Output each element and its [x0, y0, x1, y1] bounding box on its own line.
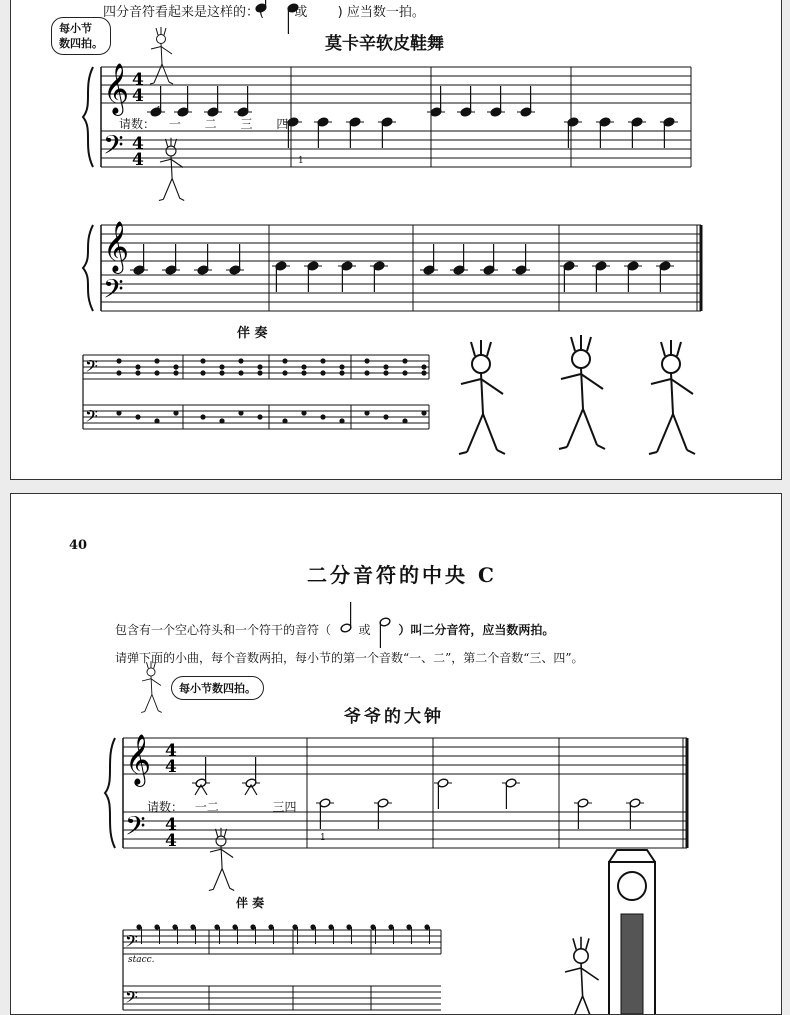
kid-figure-bottom-feathers	[216, 828, 227, 837]
grandfather-clock-door	[621, 914, 643, 1014]
bass-clef-1: 𝄢	[103, 129, 124, 167]
bubble-line-2: 数四拍。	[59, 37, 103, 50]
accomp-top-upper-note	[301, 364, 306, 369]
stacc-marking: stacc.	[128, 955, 155, 965]
accomp-top-lower-note	[116, 410, 121, 415]
system-2-brace	[83, 225, 93, 311]
song-title-bottom: 爷爷的大钟	[344, 707, 444, 727]
desc1-after: ）叫二分音符，应当数两拍。	[398, 623, 555, 637]
description-line-1	[115, 621, 554, 638]
accomp-top-upper-note	[238, 358, 243, 363]
accomp-top-upper-note-low	[364, 370, 369, 375]
accomp-bottom-note	[268, 924, 273, 929]
count-34: 三四	[272, 800, 297, 814]
finger-number-treble: 1	[156, 106, 162, 116]
accomp-top-upper-note-low	[135, 370, 140, 375]
grandfather-brace	[105, 738, 115, 848]
chapter-title: 二分音符的中央 C	[307, 563, 497, 587]
accomp-bottom-note	[136, 924, 141, 929]
accomp-top-upper-note-low	[257, 370, 262, 375]
desc1-mid: 或	[358, 623, 371, 637]
intro-after: ) 应当数一拍。	[337, 5, 425, 20]
page-top	[10, 0, 782, 480]
accomp-top-lower-note	[238, 410, 243, 415]
kid-figure-top-body	[159, 156, 184, 201]
accomp-top-upper-note	[116, 358, 121, 363]
dancer-1	[459, 340, 505, 454]
accomp-top-upper-note	[200, 358, 205, 363]
accomp-top-upper-note	[383, 364, 388, 369]
accomp-top-clef-1: 𝄢	[85, 356, 98, 380]
accomp-top-lower-note	[154, 418, 159, 423]
accomp-top-upper-note-low	[320, 370, 325, 375]
accomp-top-upper-note	[421, 364, 426, 369]
grandfather-time-sig-treble-top: 4	[165, 741, 177, 761]
count-4: 四	[276, 117, 289, 131]
accomp-top-upper-note-low	[219, 370, 224, 375]
grandfather-time-sig-bass-bottom: 4	[165, 831, 177, 851]
accomp-top-lower-note	[173, 410, 178, 415]
count-3: 三	[240, 117, 253, 131]
accomp-top-upper-note-low	[339, 370, 344, 375]
accomp-bottom-note	[250, 924, 255, 929]
accomp-top-lower-note	[383, 414, 388, 419]
finger-number-bottom: 1	[320, 833, 326, 843]
accomp-bottom-clef-1: 𝄢	[125, 931, 138, 955]
grandfather-time-sig-bass-top: 4	[165, 815, 177, 835]
accomp-top-upper-note	[339, 364, 344, 369]
accomp-top-upper-note-low	[282, 370, 287, 375]
accomp-bottom-note	[190, 924, 195, 929]
intro-mid: 或	[294, 5, 308, 20]
accomp-bottom-note	[346, 924, 351, 929]
accomp-bottom-note	[172, 924, 177, 929]
dancer-3-body	[649, 373, 695, 454]
accomp-top-clef-2: 𝄢	[85, 406, 98, 430]
accomp-bottom-note	[232, 924, 237, 929]
kid-figure-bubble-bottom-head	[147, 668, 155, 676]
grandfather-time-sig-treble-bottom: 4	[165, 757, 177, 777]
accomp-top-lower-note	[421, 410, 426, 415]
accomp-bottom-note	[424, 924, 429, 929]
desc1-before: 包含有一个空心符头和一个符干的音符（	[115, 623, 332, 637]
grandfather-clock-top	[609, 850, 655, 862]
kid-figure-bubble-top	[150, 27, 173, 84]
dancer-2-head	[572, 350, 590, 368]
dancer-3	[649, 340, 695, 454]
time-sig-treble-1-top: 4	[132, 70, 144, 90]
accomp-top-lower-note	[320, 414, 325, 419]
grandfather-clock-face	[618, 872, 646, 900]
accomp-top-upper-note-low	[116, 370, 121, 375]
kid-figure-bubble-top-feathers	[156, 27, 166, 35]
time-sig-bass-1-top: 4	[132, 134, 144, 154]
bubble-line-1: 每小节	[59, 22, 92, 35]
intro-sentence	[103, 1, 425, 20]
accompaniment-label-top: 伴 奏	[237, 326, 268, 341]
kid-figure-bottom-body	[209, 846, 234, 891]
accomp-bottom-note	[388, 924, 393, 929]
accomp-bottom-note	[292, 924, 297, 929]
bottom-speech-bubble: 每小节数四拍。	[171, 676, 264, 700]
accompaniment-label-bottom: 伴 奏	[236, 896, 265, 910]
accomp-top-upper-note-low	[301, 370, 306, 375]
time-sig-bass-1-bottom: 4	[132, 150, 144, 170]
kid-figure-top-feathers	[166, 138, 177, 147]
kid-figure-bubble-top-head	[157, 35, 166, 44]
kid-figure-bottom-head	[216, 836, 226, 846]
dancer-3-feathers	[661, 340, 681, 356]
count-row-bottom	[147, 798, 305, 815]
top-score-drawing	[11, 0, 781, 479]
accomp-bottom-clef-2: 𝄢	[125, 987, 138, 1011]
system-1-brace	[83, 67, 93, 167]
accomp-top-upper-note	[219, 364, 224, 369]
kid-figure-bottom	[209, 828, 234, 891]
accomp-top-upper-note-low	[173, 370, 178, 375]
accomp-bottom-note	[310, 924, 315, 929]
finger-number-bass: 1	[298, 156, 304, 166]
intro-before: 四分音符看起来是这样的：(	[103, 5, 265, 20]
grandfather-treble-clef: 𝄞	[125, 734, 152, 785]
dancer-3-head	[662, 355, 680, 373]
dancer-2	[559, 335, 605, 449]
girl-figure-body	[563, 963, 600, 1014]
kid-figure-bubble-top-body	[150, 44, 173, 85]
accomp-top-upper-note	[364, 358, 369, 363]
count-label-bottom: 请数：	[147, 800, 184, 814]
girl-figure	[563, 937, 600, 1014]
accomp-top-upper-note	[257, 364, 262, 369]
song-title-top: 莫卡辛软皮鞋舞	[325, 34, 444, 54]
accomp-top-lower-note	[402, 418, 407, 423]
girl-figure-feathers	[573, 937, 589, 950]
accomp-top-lower-note	[257, 414, 262, 419]
kid-figure-bubble-bottom-body	[141, 676, 162, 712]
time-sig-treble-1-bottom: 4	[132, 86, 144, 106]
accomp-bottom-note	[406, 924, 411, 929]
accomp-top-upper-note	[282, 358, 287, 363]
page-bottom	[10, 493, 782, 1015]
kid-figure-top	[159, 138, 184, 201]
count-2: 二	[204, 117, 217, 131]
treble-clef-2: 𝄞	[103, 221, 130, 272]
girl-figure-head	[574, 949, 588, 963]
accomp-top-upper-note-low	[383, 370, 388, 375]
count-label: 请数：	[119, 117, 156, 131]
grandfather-bass-clef: 𝄢	[125, 810, 146, 848]
accomp-top-upper-note-low	[421, 370, 426, 375]
dancer-1-feathers	[471, 340, 491, 356]
page-number: 40	[69, 538, 88, 553]
accomp-top-upper-note	[320, 358, 325, 363]
top-speech-bubble	[51, 17, 111, 55]
accomp-top-upper-note-low	[200, 370, 205, 375]
accomp-top-lower-note	[301, 410, 306, 415]
accomp-top-lower-note	[364, 410, 369, 415]
accomp-top-upper-note	[154, 358, 159, 363]
dancer-1-body	[459, 373, 505, 454]
accomp-top-upper-note	[402, 358, 407, 363]
dancer-2-body	[559, 368, 605, 449]
accomp-top-upper-note-low	[154, 370, 159, 375]
accomp-top-lower-note	[219, 418, 224, 423]
accomp-top-lower-note	[339, 418, 344, 423]
accomp-top-lower-note	[135, 414, 140, 419]
accomp-top-lower-note	[200, 414, 205, 419]
accomp-bottom-note	[328, 924, 333, 929]
accomp-top-upper-note-low	[238, 370, 243, 375]
accomp-top-lower-note	[282, 418, 287, 423]
accomp-top-upper-note-low	[402, 370, 407, 375]
kid-figure-top-head	[166, 146, 176, 156]
accomp-top-upper-note	[135, 364, 140, 369]
bass-clef-2: 𝄢	[103, 273, 124, 311]
dancer-2-feathers	[571, 335, 591, 351]
count-1: 一	[168, 117, 181, 131]
treble-clef-1: 𝄞	[103, 63, 130, 114]
count-12: 一二	[194, 800, 219, 814]
count-row-top	[119, 115, 298, 132]
accomp-bottom-note	[370, 924, 375, 929]
kid-figure-bubble-bottom	[141, 661, 162, 712]
accomp-top-upper-note	[173, 364, 178, 369]
accomp-bottom-note	[214, 924, 219, 929]
dancer-1-head	[472, 355, 490, 373]
description-line-2: 请弹下面的小曲，每个音数两拍，每小节的第一个音数“一、二”，第二个音数“三、四”。	[115, 651, 584, 665]
accomp-bottom-note	[154, 924, 159, 929]
